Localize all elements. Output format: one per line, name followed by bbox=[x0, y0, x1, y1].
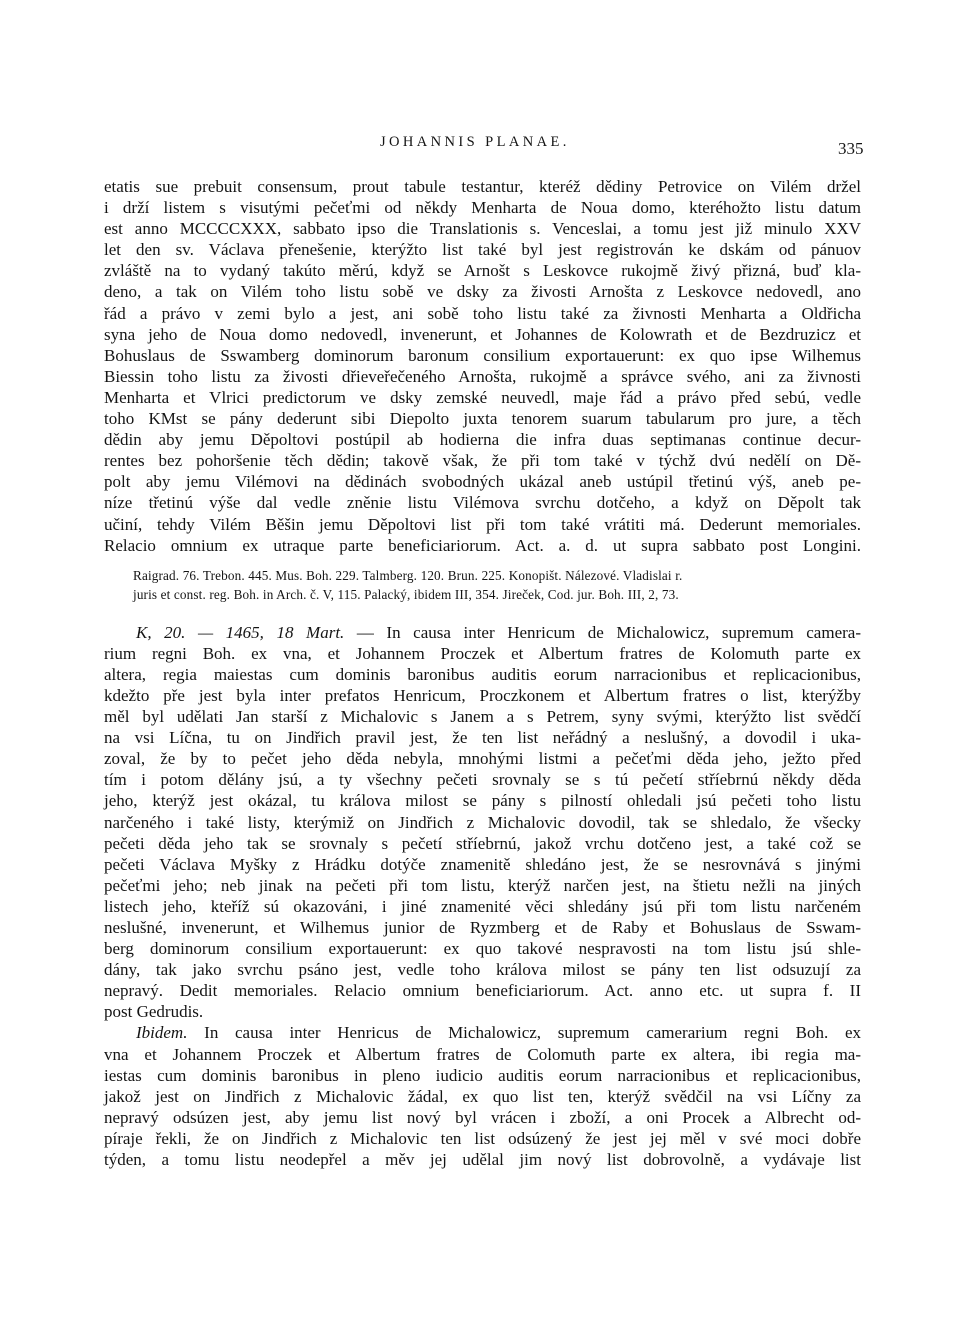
text-line: Relacio omnium ex utraque parte beneficiariorum. Act. a. d. ut supra sabbato post Longini. bbox=[104, 535, 861, 555]
text-line: i drží listem s visutými pečeťmi od někdy Menharta de Noua domo, kteréhožto listu datum bbox=[104, 198, 861, 218]
text-line: učiní, tehdy Vilém Běšin jemu Děpoltovi list při tom také vrátiti má. Dederunt memoriales. bbox=[104, 514, 861, 534]
entry-text: — In causa inter Henricum de Michalowicz, supremum camera- bbox=[344, 622, 861, 642]
text-line: let den sv. Václava přenešenie, kterýžto list také byl jest registrován ke dskám od pánuov bbox=[104, 240, 861, 260]
text-line: zoval, že by to pečet jeho děda nebyla, mnohými listmi a pečeťmi děda jeho, ježto před bbox=[104, 749, 861, 769]
text-line: kdežto pře jest byla inter prefatos Henricum, Proczkonem et Albertum fratres o list, kterýžby bbox=[104, 685, 861, 705]
text-line: Menharta et Vlrici predictorum ve dsky zemské neuvedl, maje řád a právo před sebú, vedle bbox=[104, 387, 861, 407]
text-line: řád a právo v zemi bylo a jest, ani sobě toho listu také za živnosti Menharta a Oldřicha bbox=[104, 303, 861, 323]
text-line: polt aby jemu Vilémovi na dědinách svobodných ukázal aneb ustúpil třetinú výš, aneb pe- bbox=[104, 472, 861, 492]
text-line: tím i potom dělány jsú, a ty všechny pečeti srovnaly se s tú pečetí stříebrnú někdy děda bbox=[104, 770, 861, 790]
page-number: 335 bbox=[838, 139, 864, 158]
text-line: pečeti děda jeho tak se srovnaly s pečetí stříebrnú, jakož vrchu dotčeno jest, a také což se bbox=[104, 833, 861, 853]
text-line: listech jeho, kteříž sú okazováni, i jiné znamenité věci shledány jsú při tom listu narčeném bbox=[104, 896, 861, 916]
text-line: níze třetinú výše dal vedle zněnie listu Vilémova svrchu dotčeho, a když on Děpolt tak bbox=[104, 493, 861, 513]
citation-line: Raigrad. 76. Trebon. 445. Mus. Boh. 229. Talmberg. 120. Brun. 225. Konopišt. Nálezové. Vladislai r. bbox=[133, 567, 683, 583]
entry-1-paragraph bbox=[104, 176, 861, 556]
text-line: jakož jest on Jindřich z Michalovic žádal, ex quo list ten, kterýž svědčil na vsi Líčny za bbox=[104, 1086, 861, 1106]
text-line: dědin aby jemu Děpoltovi postúpil ab hodierna die infra duas septimanas continue decur- bbox=[104, 430, 861, 450]
text-line: rentes bez pohoršenie těch dědin; takově však, že při tom také v týchž dvú nedělí on Dě- bbox=[104, 451, 861, 471]
text-line: nepravý. Dedit memoriales. Relacio omnium beneficiariorum. Act. anno etc. ut supra f. II bbox=[104, 981, 861, 1001]
text-line: pečeťmi jeho; neb jinak na pečeti při tom listu, kterýž narčen jest, na štietu nežli na jiných bbox=[104, 875, 861, 895]
entry-first-line bbox=[104, 622, 861, 643]
text-line: Bohuslaus de Sswamberg dominorum baronum consilium exportauerunt: ex quo ipse Wilhemus bbox=[104, 345, 861, 365]
entry-text: In causa inter Henricus de Michalowicz, supremum camerarium regni Boh. ex bbox=[187, 1023, 861, 1043]
text-line: týden, a tomu listu neodepřel a měv jej udělal jim nový list dobrovolně, a vydávaje list bbox=[104, 1150, 861, 1170]
text-line: syna jeho de Noua domo nedovedl, invenerunt, et Johannes de Kolowrath et de Bezdruzicz et bbox=[104, 324, 861, 344]
text-line: Biessin toho listu za živosti dřieveřečeného Arnošta, rukojmě a správce svého, ani za živnosti bbox=[104, 366, 861, 386]
text-line: píraje řekli, že on Jindřich z Michalovic ten list odsúzený že jest jej měl v své moci dobře bbox=[104, 1128, 861, 1148]
entry-first-line bbox=[104, 1022, 861, 1043]
text-line: est anno MCCCCXXX, sabbato ipso die Translationis s. Venceslai, a tomu jest již minulo XXV bbox=[104, 219, 861, 239]
text-line: rium regni Boh. ex vna, et Johannem Proczek et Albertum fratres de Kolomuth parte ex bbox=[104, 643, 861, 663]
entry-heading: K, 20. — 1465, 18 Mart. bbox=[136, 622, 345, 642]
text-line: berg dominorum consilium exportauerunt: ex quo takové nespravosti na tom listu jsú shle- bbox=[104, 939, 861, 959]
text-line: toho KMst se pány dederunt sibi Diepolto juxta tenorem suarum tabularum pro jure, a těch bbox=[104, 409, 861, 429]
text-line: post Gedrudis. bbox=[104, 1002, 204, 1022]
text-line: iestas cum dominis baronibus in pleno iudicio auditis eorum narracionibus et replicacionibus, bbox=[104, 1065, 861, 1085]
entry-3-paragraph bbox=[104, 1022, 861, 1170]
entry-heading: Ibidem. bbox=[136, 1023, 188, 1043]
source-citation bbox=[104, 566, 861, 604]
entry-2-paragraph bbox=[104, 622, 861, 1023]
spacer bbox=[104, 604, 861, 622]
text-line: altera, regia maiestas cum dominis baronibus auditis eorum narracionibus et replicacionibus, bbox=[104, 664, 861, 684]
text-line: pečeti Václava Myšky z Hrádku dotýče znamenitě shledáno jest, že se nesrovnává s jinými bbox=[104, 854, 861, 874]
text-line: jeho, kterýž jest okázal, tu králova milost se pány s pilností ohledali jsú pečeti toho listu bbox=[104, 791, 861, 811]
text-line: dány, tak jako svrchu psáno jest, vedle toho králova milost se pány ten list odsuzují za bbox=[104, 960, 861, 980]
citation-line: juris et const. reg. Boh. in Arch. č. V, 115. Palacký, ibidem III, 354. Jireček, Cod. jur. Boh. III, 2, 73. bbox=[133, 586, 679, 602]
text-line: etatis sue prebuit consensum, prout tabule testantur, kteréž dědiny Petrovice on Vilém držel bbox=[104, 177, 861, 196]
text-line: zvláště na to vydaný takúto měrú, když se Arnošt s Leskovce rukojmě živý přizná, buď kla- bbox=[104, 261, 861, 281]
spacer bbox=[104, 556, 861, 566]
text-line: nepravý odsúzen jest, aby jemu list nový byl vrácen i zboží, a oni Procek a Albrecht od- bbox=[104, 1107, 861, 1127]
text-line: narčeného i také listy, kterýmiž on Jindřich z Michalovic dovodil, tak se shledalo, že všecky bbox=[104, 812, 861, 832]
text-line: deno, a tak on Vilém toho listu sobě ve dsky za živosti Arnošta z Leskovce nedovedl, ano bbox=[104, 282, 861, 302]
text-line: vna et Johannem Proczek et Albertum fratres de Colomuth parte ex altera, ibi regia ma- bbox=[104, 1044, 861, 1064]
text-line: měl byl udělati Jan starší z Michalovic s Janem a s Petrem, syny svými, kterýžto list svědčí bbox=[104, 707, 861, 727]
text-line: na vsi Líčna, tu on Jindřich pravil jest, že ten list neřádný a neslušný, a dovodil i uka- bbox=[104, 728, 861, 748]
body-text bbox=[104, 176, 861, 1170]
running-title: JOHANNIS PLANAE. bbox=[380, 134, 570, 150]
text-line: neslušné, invenerunt, et Wilhemus junior de Ryzmberg et de Raby et Bohuslaus de Sswam- bbox=[104, 918, 861, 937]
